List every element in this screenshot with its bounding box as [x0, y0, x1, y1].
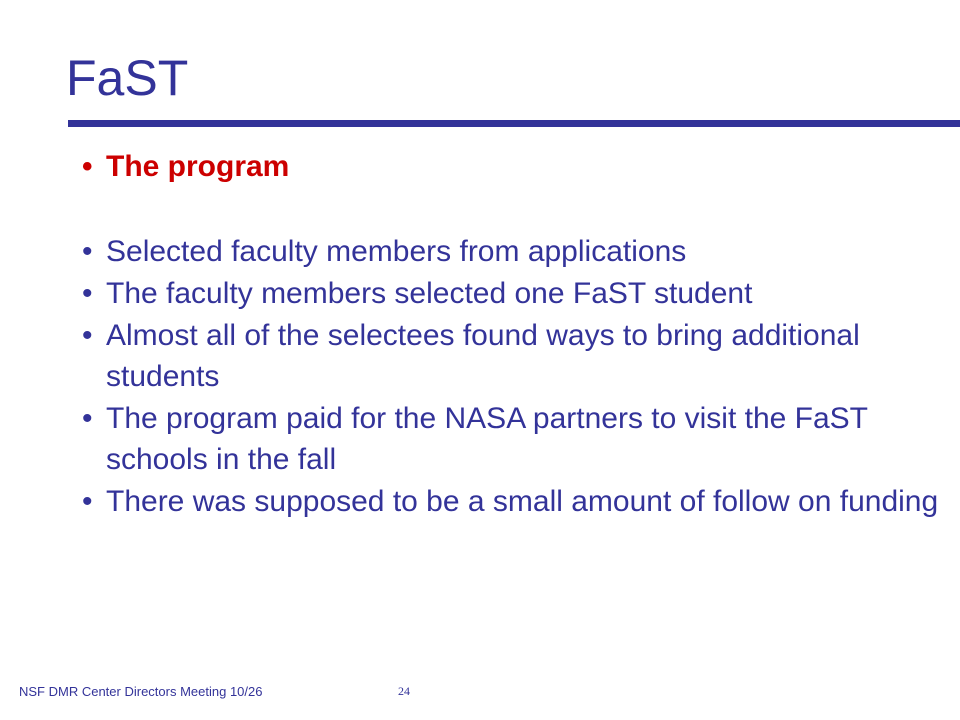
bullet-dot: • — [82, 319, 93, 352]
bullet-item — [82, 273, 942, 314]
bullet-text: Selected faculty members from applications — [106, 235, 687, 268]
bullet-heading — [82, 146, 942, 187]
bullet-text: The program paid for the NASA partners to visit the FaST schools in the fall — [106, 402, 868, 476]
title-underline — [68, 120, 960, 127]
bullet-dot: • — [82, 277, 93, 310]
bullet-dot: • — [82, 235, 93, 268]
page-number: 24 — [398, 684, 410, 698]
bullet-text: The faculty members selected one FaST student — [106, 277, 753, 310]
bullet-item — [82, 315, 942, 397]
bullet-dot: • — [82, 485, 93, 518]
bullet-dot: • — [82, 150, 93, 183]
bullet-item — [82, 481, 942, 522]
bullet-list — [82, 146, 942, 523]
bullet-item — [82, 231, 942, 272]
bullet-text: The program — [106, 150, 290, 183]
bullet-dot: • — [82, 402, 93, 435]
bullet-text: Almost all of the selectees found ways to bring additional students — [106, 319, 860, 393]
bullet-item — [82, 398, 942, 480]
bullet-text: There was supposed to be a small amount of follow on funding — [106, 485, 939, 518]
footer-text: NSF DMR Center Directors Meeting 10/26 — [19, 684, 263, 699]
slide-title: FaST — [66, 50, 189, 106]
